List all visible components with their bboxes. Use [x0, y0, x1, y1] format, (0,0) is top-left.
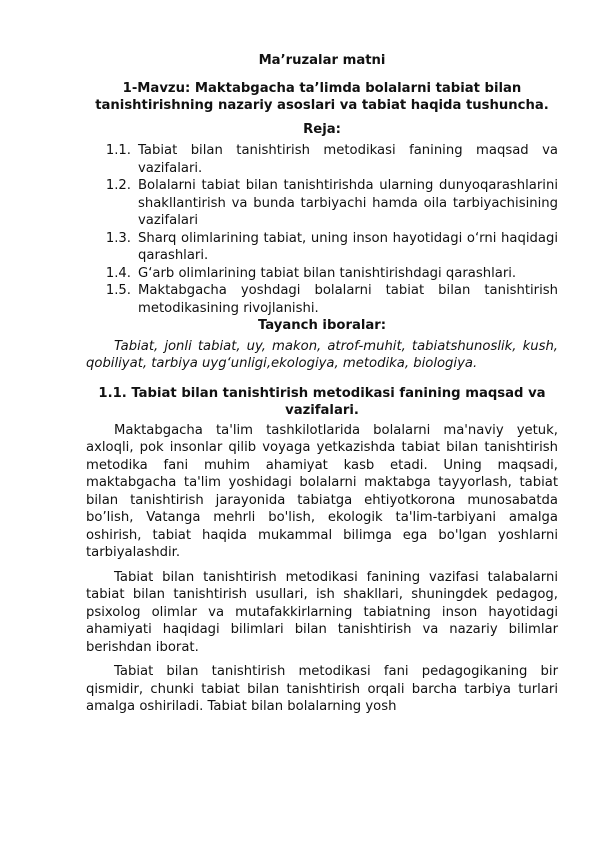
- plan-item: [86, 230, 558, 265]
- plan-item-number: 1.3.: [105, 230, 131, 246]
- plan-item-text: Bolalarni tabiat bilan tanishtirishda ularning dunyoqarashlarini shakllantirish va bunda tarbiyachi hamda oila tarbiyachisining vazifalari: [138, 178, 558, 228]
- section-title: 1.1. Tabiat bilan tanishtirish metodikasi fanining maqsad va vazifalari.: [98, 385, 546, 418]
- topic-title: 1-Mavzu: Maktabgacha ta’limda bolalarni tabiat bilan tanishtirishning nazariy asoslari va tabiat haqida tushuncha.: [95, 80, 549, 113]
- plan-item-number: 1.2.: [105, 178, 131, 193]
- plan-item: [86, 265, 558, 283]
- plan-item-text: Sharq olimlarining tabiat, uning inson hayotidagi o‘rni haqidagi qarashlari.: [138, 230, 558, 263]
- plan-item-number: 1.1.: [105, 143, 131, 158]
- body-paragraph: Maktabgacha ta'lim tashkilotlarida bolalarni ma'naviy yetuk, axloqli, pok insonlar qilib voyaga yetkazishda tabiat bilan tanishtirish metodika fani muhim ahamiyat kasb etadi. Uning maqsadi, maktabgacha ta'lim yoshidagi bolalarni maktabga tayyorlash, tabiat bilan tanishtirish jarayonida tabiatga ehtiyotkorona munosabatda bo’lish, Vatanga mehrli bo'lish, ekologik ta'lim-tarbiyani amalga oshirish, tabiat haqida mukammal bilimga ega bo'lgan yoshlarni tarbiyalashdir.: [86, 422, 558, 560]
- plan-item-text: G‘arb olimlarining tabiat bilan tanishtirishdagi qarashlari.: [138, 265, 517, 281]
- plan-item-text: Tabiat bilan tanishtirish metodikasi fanining maqsad va vazifalari.: [138, 143, 558, 176]
- plan-title: Reja:: [303, 121, 341, 137]
- plan-item-number: 1.4.: [105, 265, 131, 281]
- keywords-title: Tayanch iboralar:: [257, 318, 387, 333]
- plan-item-text: Maktabgacha yoshdagi bolalarni tabiat bilan tanishtirish metodikasining rivojlanishi.: [138, 283, 558, 316]
- plan-list: [86, 142, 558, 317]
- plan-item-number: 1.5.: [105, 283, 131, 298]
- body-paragraph: Tabiat bilan tanishtirish metodikasi fanining vazifasi talabalarni tabiat bilan tanishtirish usullari, ish shakllari, shuningdek pedagog, psixolog olimlar va mutafakkirlarning tabiatning inson hayotidagi ahamiyati haqidagi bilimlari bilan tanishtirish va nazariy bilimlar berishdan iborat.: [86, 569, 558, 655]
- document-heading: Ma’ruzalar matni: [258, 53, 386, 68]
- plan-item: [86, 282, 558, 317]
- plan-item: [86, 142, 558, 177]
- body-paragraph: Tabiat bilan tanishtirish metodikasi fani pedagogikaning bir qismidir, chunki tabiat bilan tanishtirish orqali barcha tarbiya turlari amalga oshiriladi. Tabiat bilan bolalarning yosh: [86, 664, 558, 714]
- keywords-text: Tabiat, jonli tabiat, uy, makon, atrof-muhit, tabiatshunoslik, kush, qobiliyat, tarbiya uyg‘unligi,ekologiya, metodika, biologiya.: [86, 338, 558, 371]
- plan-item: [86, 177, 558, 230]
